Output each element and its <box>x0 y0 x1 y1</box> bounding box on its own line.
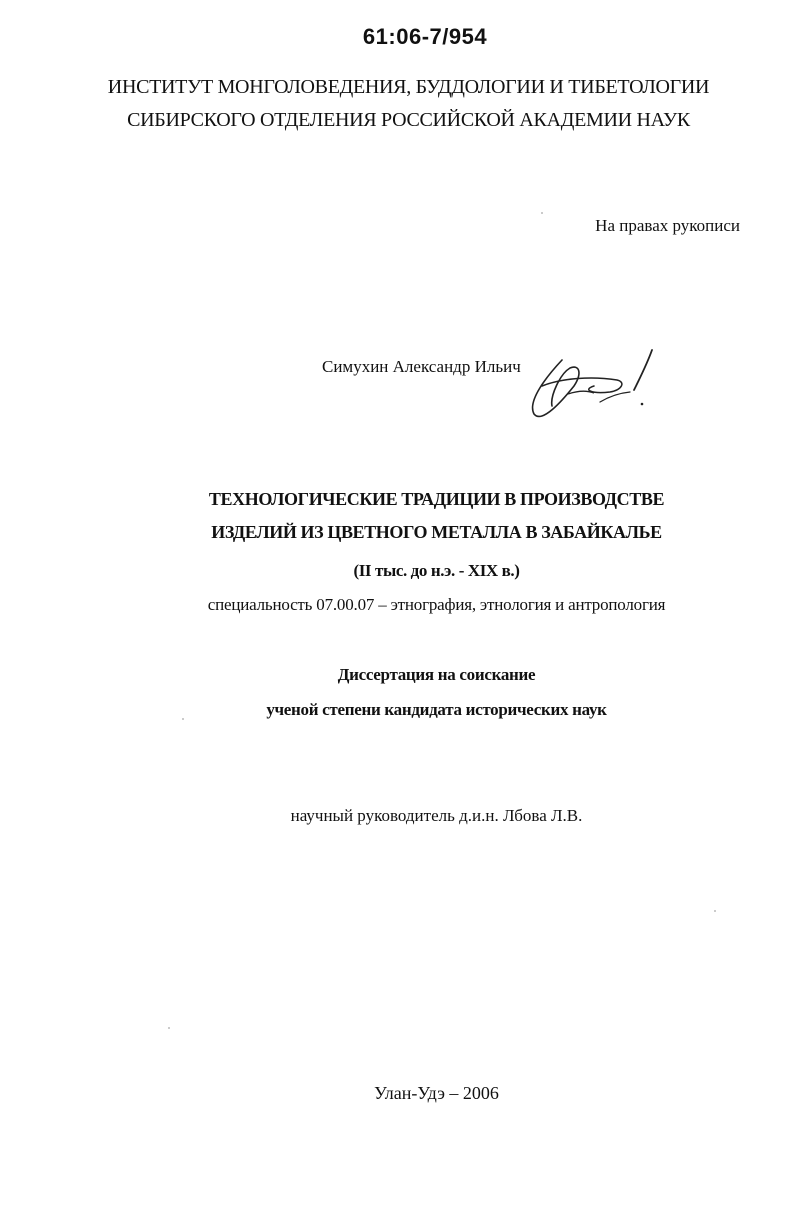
scan-speck <box>182 718 184 720</box>
scan-speck <box>168 1027 170 1029</box>
scan-speck <box>541 212 543 214</box>
institution-line-1: ИНСТИТУТ МОНГОЛОВЕДЕНИЯ, БУДДОЛОГИИ И ТИБЕТОЛОГИИ <box>107 76 710 98</box>
place-and-year: Улан-Удэ – 2006 <box>374 1083 499 1103</box>
institution-line-2: СИБИРСКОГО ОТДЕЛЕНИЯ РОССИЙСКОЙ АКАДЕМИИ НАУК <box>127 109 690 131</box>
manuscript-rights-note: На правах рукописи <box>595 216 740 235</box>
dissertation-title-line-2: ИЗДЕЛИЙ ИЗ ЦВЕТНОГО МЕТАЛЛА В ЗАБАЙКАЛЬЕ <box>211 522 662 542</box>
catalog-number: 61:06-7/954 <box>362 24 488 49</box>
scan-speck <box>714 910 716 912</box>
signature-icon <box>522 346 662 426</box>
author-name: Симухин Александр Ильич <box>322 357 521 376</box>
dissertation-degree-line-1: Диссертация на соискание <box>337 665 536 684</box>
scientific-supervisor: научный руководитель д.и.н. Лбова Л.В. <box>290 806 583 825</box>
specialty-line: специальность 07.00.07 – этнография, этнология и антропология <box>207 595 666 614</box>
dissertation-title-line-1: ТЕХНОЛОГИЧЕСКИЕ ТРАДИЦИИ В ПРОИЗВОДСТВЕ <box>208 489 665 509</box>
dissertation-period: (II тыс. до н.э. - XIX в.) <box>353 561 520 580</box>
dissertation-degree-line-2: ученой степени кандидата исторических наук <box>266 700 607 719</box>
